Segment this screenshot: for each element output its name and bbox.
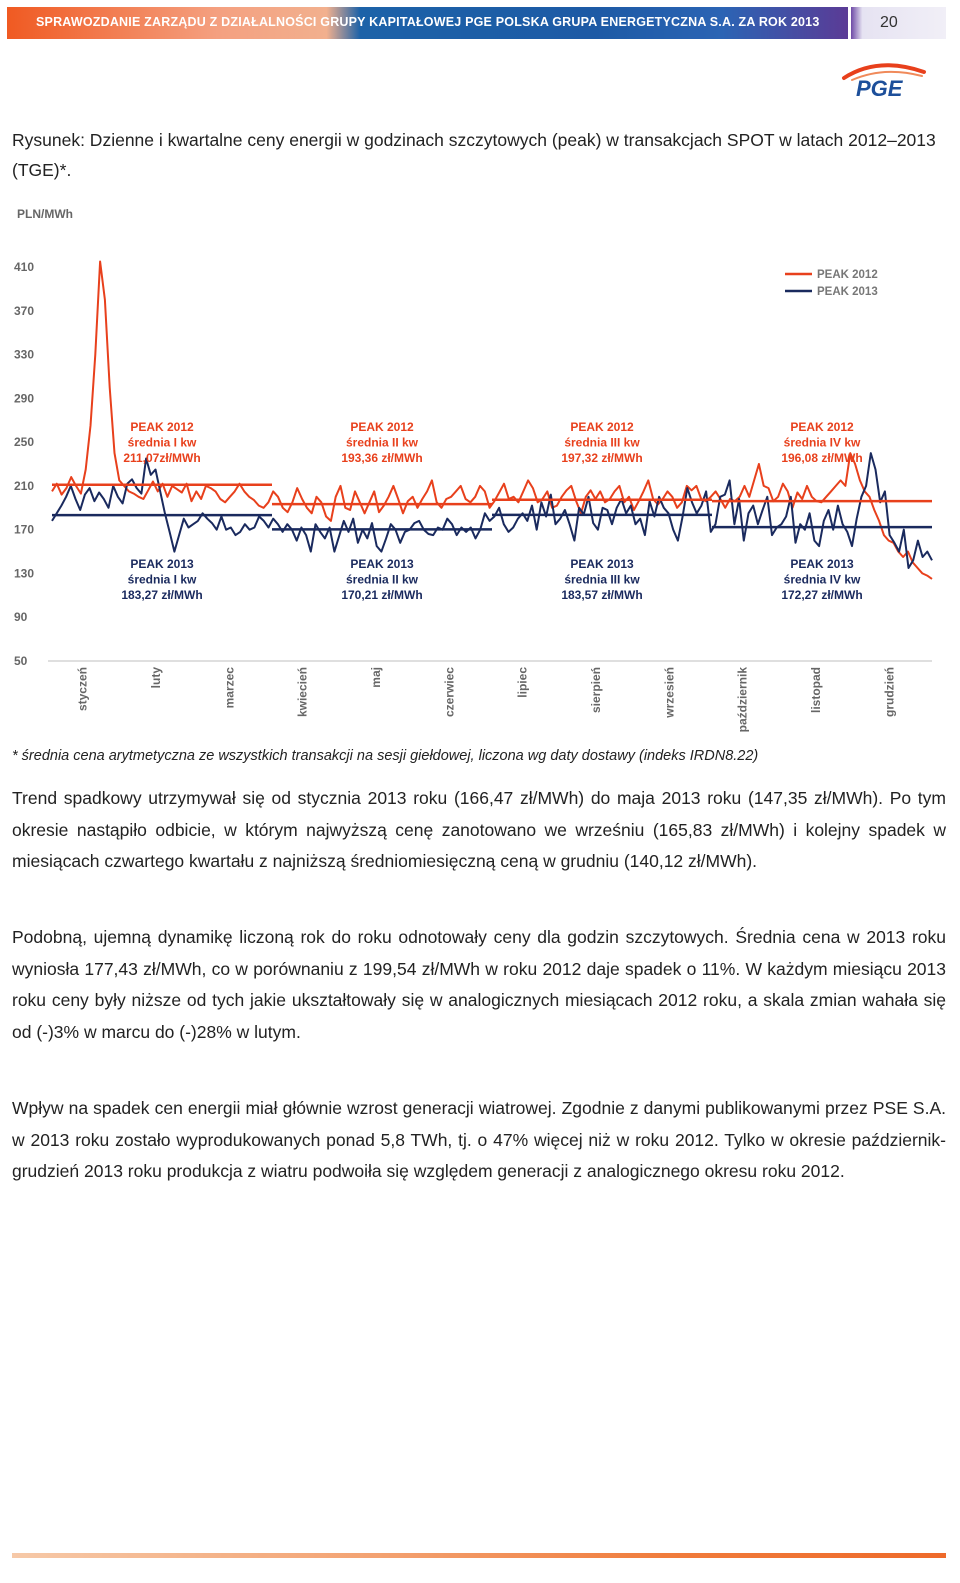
x-tick-label: październik <box>735 667 750 733</box>
y-tick-label: 90 <box>14 610 28 625</box>
quarter-average-label: średnia I kw <box>127 572 197 587</box>
footer-accent-bar <box>12 1553 946 1558</box>
quarter-average-label: PEAK 2013 <box>350 557 414 571</box>
legend-label: PEAK 2012 <box>817 269 878 281</box>
quarter-average-label: PEAK 2013 <box>130 557 194 571</box>
quarter-average-label: średnia III kw <box>564 435 640 450</box>
quarter-average-label: średnia II kw <box>345 572 419 587</box>
quarter-average-label: 211,07zł/MWh <box>123 451 201 465</box>
y-tick-label: 130 <box>14 566 35 581</box>
quarter-average-label: 172,27 zł/MWh <box>781 588 863 602</box>
chart-footnote: * średnia cena arytmetyczna ze wszystkich transakcji na sesji giełdowej, liczona wg daty dostawy (indeks IRDN8.22) <box>12 748 759 764</box>
quarter-average-label: 183,27 zł/MWh <box>121 588 203 602</box>
paragraph-dynamics: Podobną, ujemną dynamikę liczoną rok do roku odnotowały ceny dla godzin szczytowych. Średnia cena w 2013 roku wyniosła 177,43 zł/MWh, co w porównaniu z 199,54 zł/MWh w roku 2012 daje spadek o 11%. W każdym miesiącu 2013 roku ceny były niższe od tych jakie ukształtowały się w analogicznych miesiącach 2012 roku, a skala zmian wahała się od (-)3% w marcu do (-)28% w lutym. <box>12 927 946 1042</box>
quarter-average-label: średnia II kw <box>345 435 419 450</box>
x-tick-label: marzec <box>222 667 237 709</box>
x-tick-label: maj <box>369 667 383 688</box>
quarter-average-label: średnia IV kw <box>783 572 861 587</box>
paragraph-wind: Wpływ na spadek cen energii miał głównie wzrost generacji wiatrowej. Zgodnie z danymi publikowanymi przez PSE S.A. w 2013 roku zostało wyprodukowanych ponad 5,8 TWh, tj. o 47% więcej niż w roku 2012. Tylko w okresie październik-grudzień 2013 roku produkcja z wiatru podwoiła się względem generacji z analogicznego okresu roku 2012. <box>12 1098 946 1181</box>
y-tick-label: 290 <box>14 391 35 406</box>
x-tick-label: czerwiec <box>442 667 457 718</box>
y-tick-label: 410 <box>14 260 35 274</box>
x-tick-label: kwiecień <box>295 667 310 718</box>
pge-logo <box>838 58 930 100</box>
x-tick-label: wrzesień <box>662 667 677 718</box>
report-header-title: SPRAWOZDANIE ZARZĄDU Z DZIAŁALNOŚCI GRUPY KAPITAŁOWEJ PGE POLSKA GRUPA ENERGETYCZNA S.A. ZA ROK 2013 <box>36 15 820 29</box>
y-tick-label: 330 <box>14 347 35 362</box>
x-tick-label: listopad <box>809 667 823 714</box>
y-tick-label: 250 <box>14 435 35 450</box>
quarter-average-label: 197,32 zł/MWh <box>561 451 643 465</box>
y-tick-label: 370 <box>14 303 35 318</box>
quarter-average-label: 183,57 zł/MWh <box>561 588 643 602</box>
x-tick-label: sierpień <box>589 667 603 714</box>
peak-price-chart <box>10 200 945 740</box>
quarter-average-label: 196,08 zł/MWh <box>781 451 863 465</box>
x-tick-label: luty <box>149 667 163 689</box>
chart-legend <box>785 269 878 298</box>
y-tick-label: 170 <box>14 522 35 537</box>
page-number: 20 <box>880 14 898 31</box>
y-tick-label: 50 <box>14 654 28 668</box>
y-axis-unit-label: PLN/MWh <box>17 207 73 221</box>
x-tick-label: grudzień <box>882 667 897 717</box>
quarter-average-label: PEAK 2012 <box>130 420 194 434</box>
logo-text: PGE <box>856 76 903 100</box>
quarter-average-label: 193,36 zł/MWh <box>341 451 423 465</box>
quarter-average-label: średnia III kw <box>564 572 640 587</box>
chart-quarter-averages <box>52 420 932 602</box>
y-tick-label: 210 <box>14 478 35 493</box>
chart-x-axis <box>76 667 897 733</box>
paragraph-trend: Trend spadkowy utrzymywał się od stycznia 2013 roku (166,47 zł/MWh) do maja 2013 roku (147,35 zł/MWh). Po tym okresie nastąpiło odbicie, w którym najwyższą cenę zanotowano we wrześniu (165,83 zł/MWh) i kolejny spadek w miesiącach czwartego kwartału z najniższą średniomiesięczną ceną w grudniu (140,12 zł/MWh). <box>12 788 946 871</box>
x-tick-label: styczeń <box>75 667 90 712</box>
quarter-average-label: 170,21 zł/MWh <box>341 588 423 602</box>
quarter-average-label: średnia I kw <box>127 435 197 450</box>
series-line-peak-2013 <box>52 453 932 568</box>
quarter-average-label: PEAK 2012 <box>570 420 634 434</box>
figure-caption: Rysunek: Dzienne i kwartalne ceny energii w godzinach szczytowych (peak) w transakcjach SPOT w latach 2012–2013 (TGE)*. <box>12 130 936 180</box>
quarter-average-label: PEAK 2012 <box>790 420 854 434</box>
quarter-average-label: PEAK 2013 <box>790 557 854 571</box>
page-number-box <box>851 7 946 39</box>
quarter-average-label: PEAK 2013 <box>570 557 634 571</box>
legend-label: PEAK 2013 <box>817 286 878 298</box>
quarter-average-label: średnia IV kw <box>783 435 861 450</box>
quarter-average-label: PEAK 2012 <box>350 420 414 434</box>
x-tick-label: lipiec <box>515 667 530 698</box>
